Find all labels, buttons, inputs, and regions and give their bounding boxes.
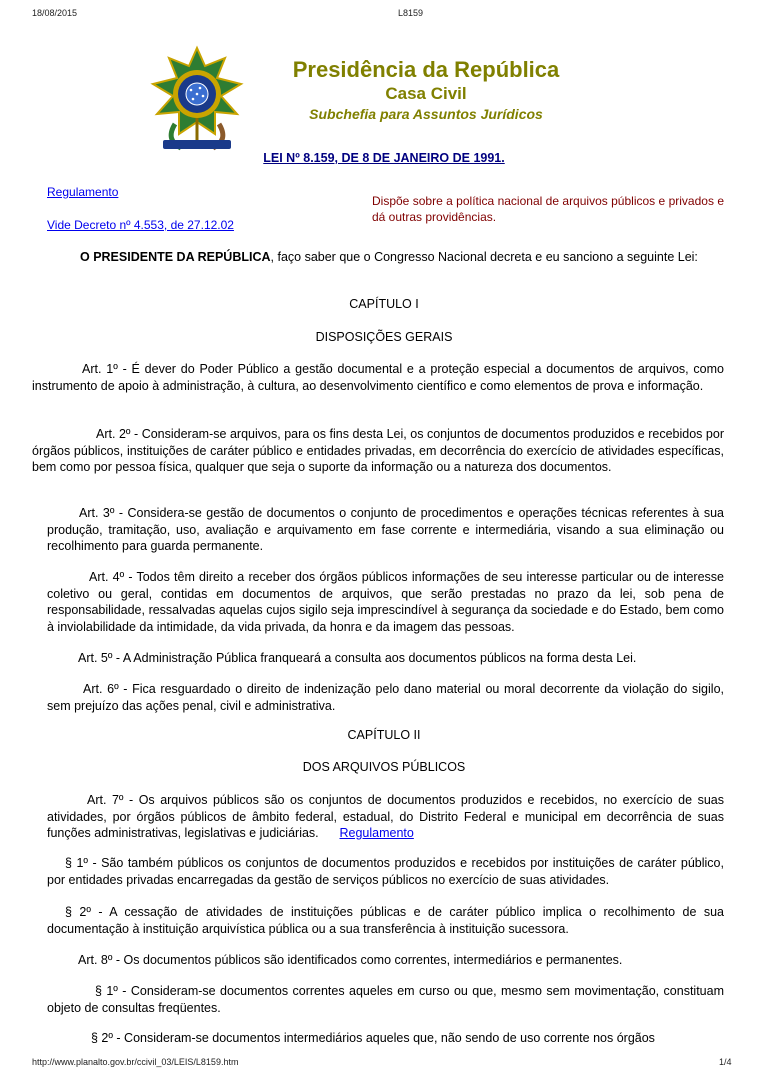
law-title-text[interactable]: LEI Nº 8.159, DE 8 DE JANEIRO DE 1991. [263, 151, 505, 165]
article-8-paragraph-1: § 1º - Consideram-se documentos correntes aqueles em curso ou que, mesmo sem movimentação, constituam objeto de consultas freqüentes. [47, 984, 724, 1015]
law-title [0, 151, 768, 165]
regulamento-link[interactable]: Regulamento [47, 185, 119, 199]
chapter-2-number: CAPÍTULO II [347, 728, 421, 742]
article-7-text: Art. 7º - Os arquivos públicos são os conjuntos de documentos produzidos e recebidos, no exercício de suas atividades, por órgãos públicos de âmbito federal, estadual, do Distrito Federal e municipal em decorrência de suas funções administrativas, legislativas e judiciárias. [47, 793, 724, 840]
agency-subunit: Subchefia para Assuntos Jurídicos [309, 106, 543, 122]
article-6: Art. 6º - Fica resguardado o direito de indenização pelo dano material ou moral decorrente da violação do sigilo, sem prejuízo das ações penal, civil e administrativa. [47, 682, 724, 713]
print-title: L8159 [398, 8, 424, 18]
preamble [32, 249, 724, 266]
article-7-paragraph-2: § 2º - A cessação de atividades de instituições públicas e de caráter público implica o recolhimento de sua documentação à instituição arquivística pública ou a sua transferência à instituição sucessora. [47, 905, 724, 936]
article-8: Art. 8º - Os documentos públicos são identificados como correntes, intermediários e permanentes. [78, 953, 623, 967]
preamble-bold: O PRESIDENTE DA REPÚBLICA [80, 250, 271, 264]
chapter-1-title: DISPOSIÇÕES GERAIS [315, 330, 453, 344]
preamble-text: , faço saber que o Congresso Nacional decreta e eu sanciono a seguinte Lei: [270, 250, 698, 264]
article-8-paragraph-2: § 2º - Consideram-se documentos intermediários aqueles que, não sendo de uso corrente nos órgãos [91, 1031, 655, 1045]
law-summary: Dispõe sobre a política nacional de arquivos públicos e privados e dá outras providências. [372, 194, 724, 224]
chapter-2-title: DOS ARQUIVOS PÚBLICOS [302, 760, 466, 774]
article-4: Art. 4º - Todos têm direito a receber dos órgãos públicos informações de seu interesse particular ou de interesse coletivo ou geral, contidas em documentos de arquivos, que serão prestadas no prazo da lei, sob pena de responsabilidade, ressalvadas aquelas cujos sigilo seja imprescindível à segurança da sociedade e do Estado, bem como à inviolabilidade da intimidade, da vida privada, da honra e da imagem das pessoas. [47, 570, 724, 634]
article-3: Art. 3º - Considera-se gestão de documentos o conjunto de procedimentos e operações técnicas referentes à sua produção, tramitação, uso, avaliação e arquivamento em fase corrente e intermediária, visando a sua eliminação ou recolhimento para guarda permanente. [47, 506, 724, 553]
article-7 [47, 792, 724, 842]
regulamento-art7-link[interactable]: Regulamento [339, 826, 414, 840]
agency-subtitle: Casa Civil [385, 84, 467, 103]
print-url: http://www.planalto.gov.br/ccivil_03/LEIS/L8159.htm [32, 1057, 239, 1067]
article-2: Art. 2º - Consideram-se arquivos, para os fins desta Lei, os conjuntos de documentos produzidos e recebidos por órgãos públicos, instituições de caráter público e entidades privadas, em decorrência do exercício de atividades específicas, bem como por pessoa física, qualquer que seja o suporte da informação ou a natureza dos documentos. [32, 427, 724, 474]
coat-of-arms-emblem [145, 44, 249, 156]
vide-decreto-link[interactable]: Vide Decreto nº 4.553, de 27.12.02 [47, 218, 234, 232]
print-date: 18/08/2015 [32, 8, 78, 18]
article-5: Art. 5º - A Administração Pública franqueará a consulta aos documentos públicos na forma desta Lei. [78, 651, 637, 665]
article-1: Art. 1º - É dever do Poder Público a gestão documental e a proteção especial a documentos de arquivos, como instrumento de apoio à administração, à cultura, ao desenvolvimento científico e como elementos de prova e informação. [32, 362, 724, 393]
page-number: 1/4 [719, 1057, 732, 1067]
agency-title: Presidência da República [292, 57, 560, 82]
agency-header [280, 56, 572, 124]
chapter-1-number: CAPÍTULO I [349, 297, 419, 311]
article-7-paragraph-1: § 1º - São também públicos os conjuntos de documentos produzidos e recebidos por instituições de caráter público, por entidades privadas encarregadas da gestão de serviços públicos no exercício de suas atividades. [47, 856, 724, 887]
